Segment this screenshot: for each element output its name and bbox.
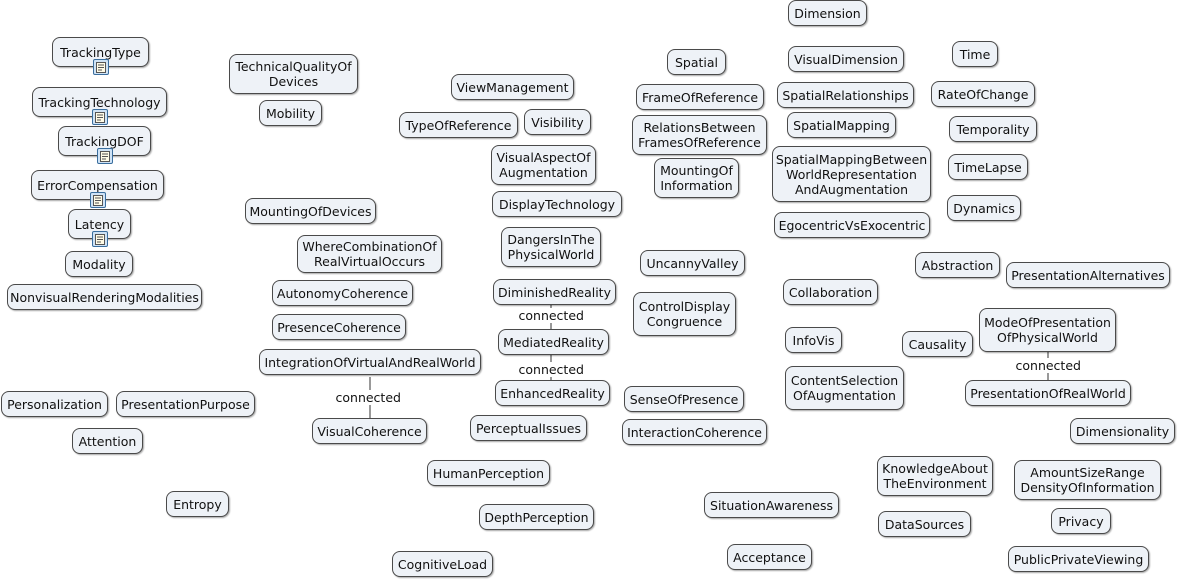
connector-label: connected bbox=[518, 307, 584, 323]
connector-label: connected bbox=[1015, 357, 1081, 373]
topic-attention[interactable]: Attention bbox=[72, 428, 143, 454]
topic-presence-coherence[interactable]: PresenceCoherence bbox=[272, 314, 406, 340]
topic-causality[interactable]: Causality bbox=[902, 331, 973, 357]
topic-human-perception[interactable]: HumanPerception bbox=[427, 460, 550, 486]
topic-acceptance[interactable]: Acceptance bbox=[727, 544, 812, 570]
topic-rate-of-change[interactable]: RateOfChange bbox=[931, 81, 1035, 107]
topic-display-technology[interactable]: DisplayTechnology bbox=[492, 191, 622, 217]
topic-egocentric-vs-exocentric[interactable]: EgocentricVsExocentric bbox=[774, 212, 930, 238]
note-icon[interactable] bbox=[97, 148, 113, 164]
topic-cognitive-load[interactable]: CognitiveLoad bbox=[392, 551, 493, 577]
topic-tracking-type[interactable]: TrackingType bbox=[52, 37, 149, 67]
topic-where-combination-of-real-virtual-occurs[interactable]: WhereCombinationOf RealVirtualOccurs bbox=[297, 235, 442, 273]
topic-autonomy-coherence[interactable]: AutonomyCoherence bbox=[272, 280, 413, 306]
topic-enhanced-reality[interactable]: EnhancedReality bbox=[495, 380, 610, 406]
note-icon[interactable] bbox=[92, 231, 108, 247]
topic-mounting-of-information[interactable]: MountingOf Information bbox=[654, 158, 739, 198]
topic-dimension[interactable]: Dimension bbox=[788, 0, 867, 26]
topic-frame-of-reference[interactable]: FrameOfReference bbox=[636, 84, 764, 110]
topic-error-compensation[interactable]: ErrorCompensation bbox=[31, 170, 164, 200]
topic-uncanny-valley[interactable]: UncannyValley bbox=[640, 250, 745, 276]
topic-info-vis[interactable]: InfoVis bbox=[785, 327, 842, 353]
topic-mediated-reality[interactable]: MediatedReality bbox=[498, 329, 609, 355]
topic-mode-of-presentation-of-physical-world[interactable]: ModeOfPresentation OfPhysicalWorld bbox=[979, 308, 1116, 352]
topic-technical-quality-of-devices[interactable]: TechnicalQualityOf Devices bbox=[229, 54, 358, 94]
topic-abstraction[interactable]: Abstraction bbox=[915, 252, 1000, 278]
topic-visual-aspect-of-augmentation[interactable]: VisualAspectOf Augmentation bbox=[491, 145, 596, 185]
topic-integration-of-virtual-and-real-world[interactable]: IntegrationOfVirtualAndRealWorld bbox=[259, 349, 481, 375]
note-icon[interactable] bbox=[90, 192, 106, 208]
topic-perceptual-issues[interactable]: PerceptualIssues bbox=[470, 415, 587, 441]
topic-dimensionality[interactable]: Dimensionality bbox=[1070, 418, 1175, 444]
topic-control-display-congruence[interactable]: ControlDisplay Congruence bbox=[633, 292, 736, 336]
topic-time[interactable]: Time bbox=[952, 41, 998, 67]
topic-mounting-of-devices[interactable]: MountingOfDevices bbox=[245, 198, 376, 224]
topic-spatial-relationships[interactable]: SpatialRelationships bbox=[777, 82, 914, 108]
topic-relations-between-frames-of-reference[interactable]: RelationsBetween FramesOfReference bbox=[632, 115, 767, 155]
topic-personalization[interactable]: Personalization bbox=[1, 391, 108, 417]
topic-spatial-mapping-between-world-representation-and-augmentation[interactable]: SpatialMappingBetween WorldRepresentation AndAugmentation bbox=[772, 146, 931, 202]
connector-label: connected bbox=[335, 389, 401, 405]
topic-spatial[interactable]: Spatial bbox=[667, 49, 726, 75]
connector-label: connected bbox=[518, 361, 584, 377]
topic-sense-of-presence[interactable]: SenseOfPresence bbox=[624, 386, 744, 412]
topic-tracking-technology[interactable]: TrackingTechnology bbox=[32, 87, 167, 117]
topic-spatial-mapping[interactable]: SpatialMapping bbox=[787, 112, 896, 138]
topic-public-private-viewing[interactable]: PublicPrivateViewing bbox=[1008, 546, 1149, 572]
topic-knowledge-about-the-environment[interactable]: KnowledgeAbout TheEnvironment bbox=[877, 456, 993, 496]
topic-collaboration[interactable]: Collaboration bbox=[783, 279, 878, 305]
topic-dangers-in-the-physical-world[interactable]: DangersInThe PhysicalWorld bbox=[501, 227, 601, 267]
topic-entropy[interactable]: Entropy bbox=[166, 491, 229, 517]
topic-content-selection-of-augmentation[interactable]: ContentSelection OfAugmentation bbox=[785, 366, 904, 410]
topic-privacy[interactable]: Privacy bbox=[1051, 508, 1111, 534]
topic-mobility[interactable]: Mobility bbox=[259, 100, 322, 126]
topic-presentation-of-real-world[interactable]: PresentationOfRealWorld bbox=[965, 380, 1131, 406]
topic-type-of-reference[interactable]: TypeOfReference bbox=[399, 112, 518, 138]
topic-depth-perception[interactable]: DepthPerception bbox=[479, 504, 594, 530]
topic-nonvisual-rendering-modalities[interactable]: NonvisualRenderingModalities bbox=[7, 284, 202, 310]
topic-diminished-reality[interactable]: DiminishedReality bbox=[493, 279, 616, 305]
topic-data-sources[interactable]: DataSources bbox=[878, 511, 971, 537]
topic-amount-size-range-density-of-information[interactable]: AmountSizeRange DensityOfInformation bbox=[1014, 460, 1161, 500]
topic-interaction-coherence[interactable]: InteractionCoherence bbox=[622, 419, 767, 445]
topic-visual-coherence[interactable]: VisualCoherence bbox=[312, 418, 427, 444]
topic-visibility[interactable]: Visibility bbox=[524, 109, 591, 135]
note-icon[interactable] bbox=[92, 109, 108, 125]
topic-time-lapse[interactable]: TimeLapse bbox=[948, 154, 1028, 180]
topic-dynamics[interactable]: Dynamics bbox=[947, 195, 1021, 221]
topic-temporality[interactable]: Temporality bbox=[949, 116, 1037, 142]
topic-presentation-alternatives[interactable]: PresentationAlternatives bbox=[1006, 262, 1170, 288]
topic-view-management[interactable]: ViewManagement bbox=[451, 74, 574, 100]
note-icon[interactable] bbox=[93, 59, 109, 75]
topic-visual-dimension[interactable]: VisualDimension bbox=[788, 46, 904, 72]
topic-presentation-purpose[interactable]: PresentationPurpose bbox=[116, 391, 255, 417]
topic-situation-awareness[interactable]: SituationAwareness bbox=[704, 492, 839, 518]
topic-latency[interactable]: Latency bbox=[68, 209, 131, 239]
topic-modality[interactable]: Modality bbox=[65, 251, 133, 277]
topic-tracking-dof[interactable]: TrackingDOF bbox=[58, 126, 151, 156]
